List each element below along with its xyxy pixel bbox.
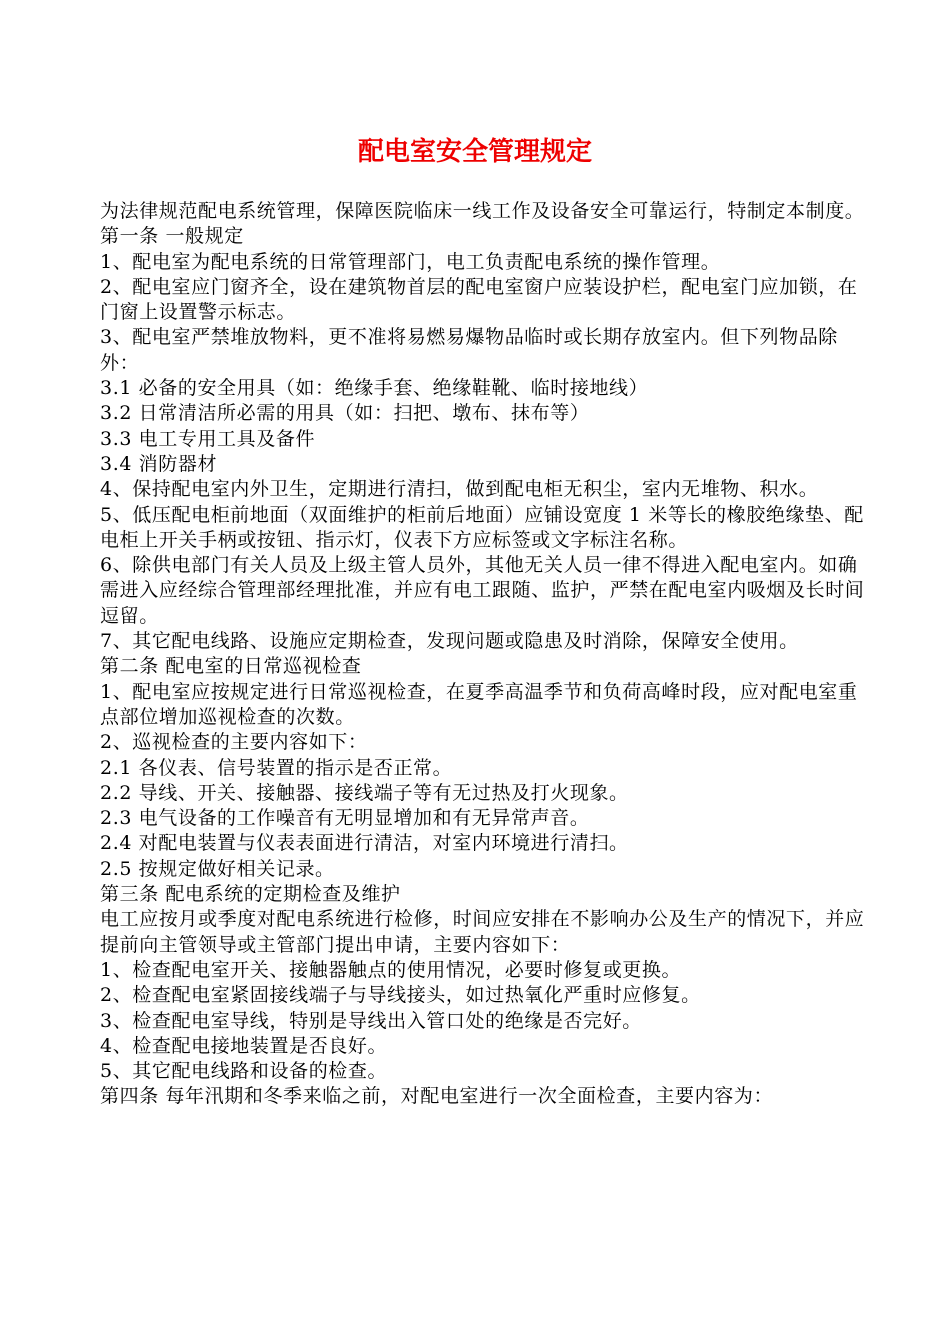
list-item: 2.4 对配电装置与仪表表面进行清洁，对室内环境进行清扫。 <box>100 832 629 855</box>
list-item: 2.1 各仪表、信号装置的指示是否正常。 <box>100 756 453 779</box>
list-item: 3.1 必备的安全用具（如：绝缘手套、绝缘鞋靴、临时接地线） <box>100 377 649 400</box>
list-item: 5、其它配电线路和设备的检查。 <box>100 1060 388 1083</box>
document-title: 配电室安全管理规定 <box>357 137 592 167</box>
section-heading: 第二条 配电室的日常巡视检查 <box>100 655 362 678</box>
section-heading: 第一条 一般规定 <box>100 225 244 248</box>
list-item: 2.3 电气设备的工作噪音有无明显增加和有无异常声音。 <box>100 807 590 830</box>
paragraph: 5、低压配电柜前地面（双面维护的柜前后地面）应铺设宽度 1 米等长的橡胶绝缘垫、配电柜上开关手柄或按钮、指示灯，仪表下方应标签或文字标注名称。 <box>100 503 864 551</box>
section-heading: 第三条 配电系统的定期检查及维护 <box>100 883 401 906</box>
paragraph: 电工应按月或季度对配电系统进行检修，时间应安排在不影响办公及生产的情况下，并应提前向主管领导或主管部门提出申请，主要内容如下： <box>100 908 865 956</box>
list-item: 1、检查配电室开关、接触器触点的使用情况，必要时修复或更换。 <box>100 958 682 981</box>
paragraph: 4、保持配电室内外卫生，定期进行清扫，做到配电柜无积尘，室内无堆物、积水。 <box>100 478 819 501</box>
paragraph: 7、其它配电线路、设施应定期检查，发现问题或隐患及时消除，保障安全使用。 <box>100 630 799 653</box>
list-item: 3.3 电工专用工具及备件 <box>100 427 316 450</box>
paragraph: 6、除供电部门有关人员及上级主管人员外，其他无关人员一律不得进入配电室内。如确需进入应经综合管理部经理批准，并应有电工跟随、监护，严禁在配电室内吸烟及长时间逗留。 <box>100 554 865 627</box>
paragraph: 1、配电室应按规定进行日常巡视检查，在夏季高温季节和负荷高峰时段，应对配电室重点部位增加巡视检查的次数。 <box>100 680 858 728</box>
list-item: 3、检查配电室导线，特别是导线出入管口处的绝缘是否完好。 <box>100 1009 642 1032</box>
document-body <box>100 199 870 1110</box>
list-item: 3.2 日常清洁所必需的用具（如：扫把、墩布、抹布等） <box>100 402 590 425</box>
paragraph: 2、巡视检查的主要内容如下： <box>100 731 368 754</box>
list-item: 2、检查配电室紧固接线端子与导线接头，如过热氧化严重时应修复。 <box>100 984 701 1007</box>
paragraph-intro: 为法律规范配电系统管理，保障医院临床一线工作及设备安全可靠运行，特制定本制度。 <box>100 200 865 222</box>
paragraph: 3、配电室严禁堆放物料，更不准将易燃易爆物品临时或长期存放室内。但下列物品除外： <box>100 326 838 374</box>
list-item: 3.4 消防器材 <box>100 452 218 475</box>
list-item: 2.5 按规定做好相关记录。 <box>100 857 335 880</box>
list-item: 4、检查配电接地装置是否良好。 <box>100 1034 388 1057</box>
list-item: 2.2 导线、开关、接触器、接线端子等有无过热及打火现象。 <box>100 781 629 804</box>
paragraph: 1、配电室为配电系统的日常管理部门，电工负责配电系统的操作管理。 <box>100 250 721 273</box>
paragraph: 2、配电室应门窗齐全，设在建筑物首层的配电室窗户应装设护栏，配电室门应加锁，在门窗上设置警示标志。 <box>100 275 858 324</box>
section-heading: 第四条 每年汛期和冬季来临之前，对配电室进行一次全面检查，主要内容为： <box>100 1085 774 1108</box>
